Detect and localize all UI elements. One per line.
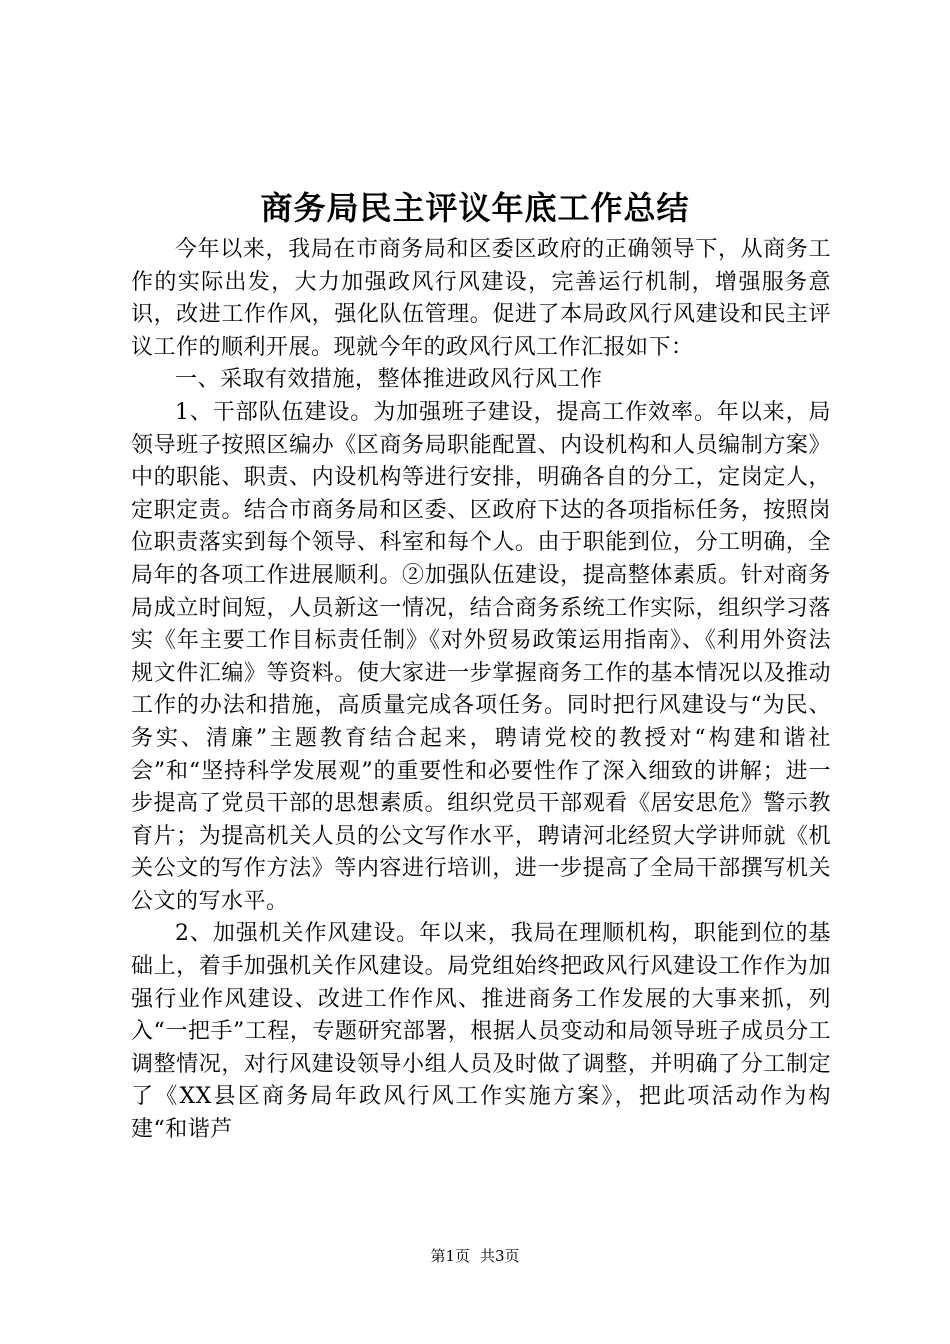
page-number: 第1页 bbox=[430, 1247, 470, 1265]
paragraph-cadre-team: 1、干部队伍建设。为加强班子建设，提高工作效率。年以来，局领导班子按照区编办《区商务局职能配置、内设机构和人员编制方案》中的职能、职责、内设机构等进行安排，明确各自的分工，定岗定人，定职定责。结合市商务局和区委、区政府下达的各项指标任务，按照岗位职责落实到每个领导、科室和每个人。由于职能到位，分工明确，全局年的各项工作进展顺利。②加强队伍建设，提高整体素质。针对商务局成立时间短，人员新这一情况，结合商务系统工作实际，组织学习落实《年主要工作目标责任制》《对外贸易政策运用指南》、《利用外资法规文件汇编》等资料。使大家进一步掌握商务工作的基本情况以及推动工作的办法和措施，高质量完成各项任务。同时把行风建设与“为民、务实、清廉”主题教育结合起来，聘请党校的教授对“构建和谐社会”和“坚持科学发展观”的重要性和必要性作了深入细致的讲解；进一步提高了党员干部的思想素质。组织党员干部观看《居安思危》警示教育片；为提高机关人员的公文写作水平，聘请河北经贸大学讲师就《机关公文的写作方法》等内容进行培训，进一步提高了全局干部撰写机关公文的写水平。 bbox=[131, 399, 831, 914]
document-title: 商务局民主评议年底工作总结 bbox=[260, 189, 690, 227]
paragraph-work-style: 2、加强机关作风建设。年以来，我局在理顺机构，职能到位的基础上，着手加强机关作风建设。局党组始终把政风行风建设工作作为加强行业作风建设、改进工作作风、推进商务工作发展的大事来抓，列入“一把手”工程，专题研究部署，根据人员变动和局领导班子成员分工调整情况，对行风建设领导小组人员及时做了调整，并明确了分工制定了《XX县区商务局年政风行风工作实施方案》，把此项活动作为构建“和谐芦 bbox=[131, 921, 831, 1143]
page-footer bbox=[0, 1246, 950, 1266]
document-body bbox=[131, 234, 831, 1147]
section-heading: 一、采取有效措施，整体推进政风行风工作 bbox=[175, 367, 603, 393]
paragraph-intro: 今年以来，我局在市商务局和区委区政府的正确领导下，从商务工作的实际出发，大力加强政风行风建设，完善运行机制，增强服务意识，改进工作作风，强化队伍管理。促进了本局政风行风建设和民主评议工作的顺利开展。现就今年的政风行风工作汇报如下： bbox=[131, 237, 831, 360]
page-total: 共3页 bbox=[480, 1247, 520, 1265]
